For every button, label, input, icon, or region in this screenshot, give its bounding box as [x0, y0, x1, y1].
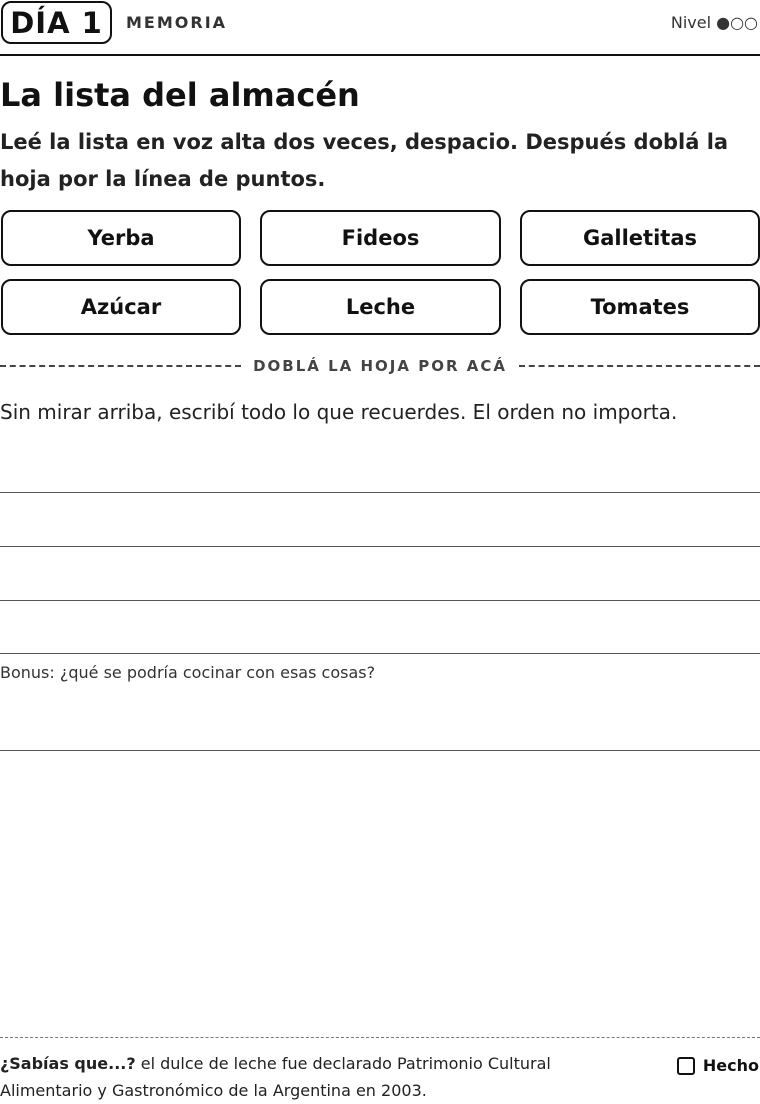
fun-fact-lead: ¿Sabías que...? [0, 1054, 136, 1073]
section-label: MEMORIA [126, 13, 228, 32]
done-label: Hecho [702, 1056, 759, 1075]
fold-label: DOBLÁ LA HOJA POR ACÁ [253, 357, 507, 375]
worksheet-header [0, 0, 760, 56]
level-indicator: Nivel ●○○ [670, 13, 758, 32]
answer-line[interactable] [0, 492, 760, 493]
exercise-instructions: Leé la lista en voz alta dos veces, despacio. Después doblá la hoja por la línea de puntos. [0, 130, 729, 191]
answer-line[interactable] [0, 653, 760, 654]
exercise-title: La lista del almacén [0, 76, 360, 114]
fun-fact-text: el dulce de leche fue declarado Patrimonio Cultural Alimentario y Gastronómico de la Argentina en 2003. [0, 1054, 551, 1100]
recall-prompt: Sin mirar arriba, escribí todo lo que recuerdes. El orden no importa. [0, 400, 678, 424]
list-item: Leche [260, 279, 501, 335]
checkbox-icon[interactable] [677, 1057, 695, 1075]
fun-fact [0, 1050, 600, 1104]
bonus-prompt: Bonus: ¿qué se podría cocinar con esas cosas? [0, 663, 376, 682]
fold-divider [0, 354, 760, 378]
answer-line[interactable] [0, 600, 760, 601]
fold-dashed-line [0, 365, 241, 367]
list-item: Yerba [1, 210, 241, 266]
list-item: Fideos [260, 210, 501, 266]
list-item: Tomates [520, 279, 760, 335]
list-item: Azúcar [1, 279, 241, 335]
day-badge: DÍA 1 [1, 1, 112, 44]
footer-divider [0, 1037, 760, 1038]
list-item: Galletitas [520, 210, 760, 266]
done-checkbox[interactable] [677, 1056, 759, 1075]
bonus-answer-line[interactable] [0, 750, 760, 751]
shopping-list-grid [1, 210, 760, 335]
fold-dashed-line [519, 365, 760, 367]
answer-line[interactable] [0, 546, 760, 547]
